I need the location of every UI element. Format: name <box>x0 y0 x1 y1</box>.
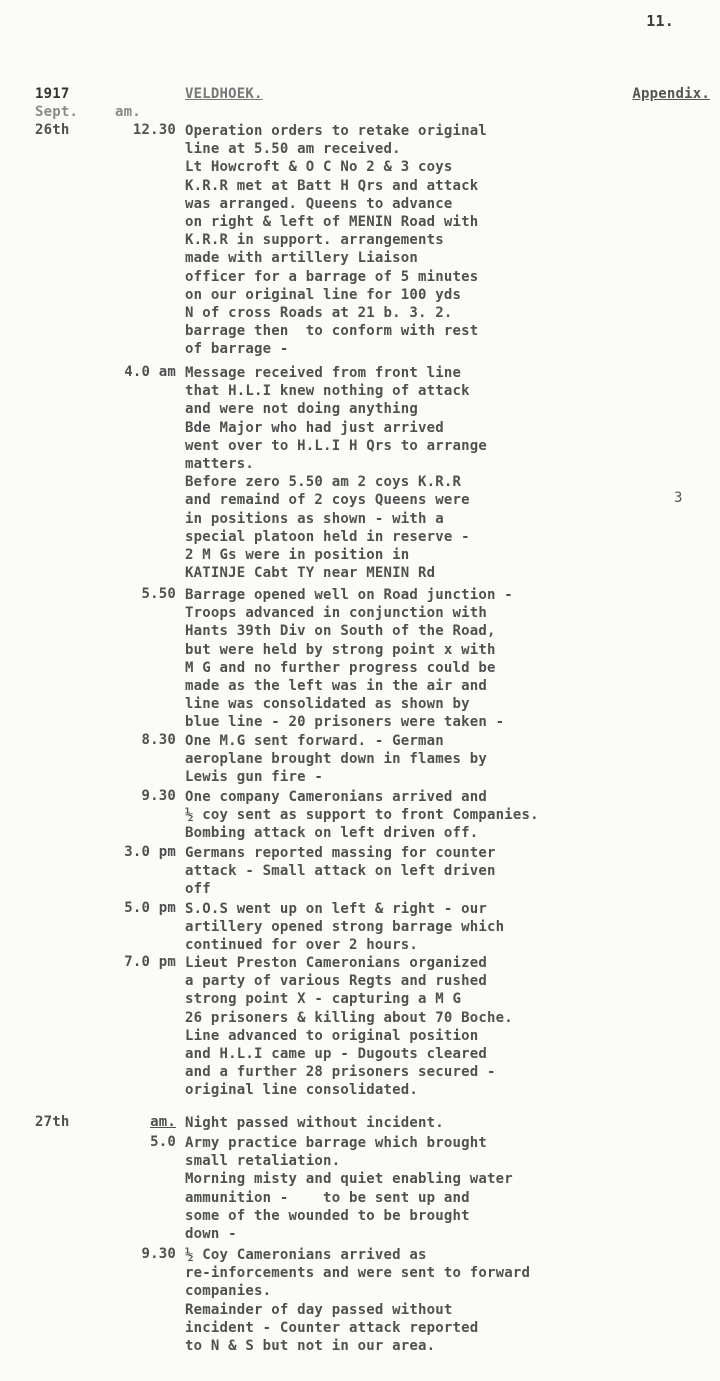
entry-line: ½ coy sent as support to front Companies. <box>185 807 539 824</box>
entry-line: went over to H.L.I H Qrs to arrange <box>185 437 488 454</box>
entry-text <box>185 900 504 955</box>
entry-line: but were held by strong point x with <box>185 641 496 658</box>
entry-text <box>185 732 487 787</box>
entry-line: Army practice barrage which brought <box>185 1135 488 1151</box>
entry-line: N of cross Roads at 21 b. 3. 2. <box>185 304 453 321</box>
entry-line: K.R.R met at Batt H Qrs and attack <box>185 177 479 194</box>
entry-line: line at 5.50 am received. <box>185 141 401 158</box>
entry-line: some of the wounded to be brought <box>185 1207 470 1224</box>
entry-line: on right & left of MENIN Road with <box>185 213 479 230</box>
entry-time: 4.0 am <box>124 364 176 380</box>
entry-line: Germans reported massing for counter <box>185 845 496 861</box>
entry-text <box>185 364 487 582</box>
entry-line: 26 prisoners & killing about 70 Boche. <box>185 1009 513 1026</box>
entry-time: 8.30 <box>141 732 176 748</box>
entry-line: 2 M Gs were in position in <box>185 546 410 563</box>
entry-line: Operation orders to retake original <box>185 123 488 139</box>
entry-time: 5.0 pm <box>124 900 176 916</box>
entry-text <box>185 1114 444 1132</box>
entry-line: KATINJE Cabt TY near MENIN Rd <box>185 565 436 582</box>
entry-time: 9.30 <box>141 1246 176 1262</box>
entry-line: Lt Howcroft & O C No 2 & 3 coys <box>185 159 453 176</box>
entry-line: barrage then to conform with rest <box>185 323 479 340</box>
entry-line: ½ Coy Cameronians arrived as <box>185 1247 427 1263</box>
entry-line: was arranged. Queens to advance <box>185 195 453 212</box>
entry-line: Message received from front line <box>185 365 462 381</box>
entry-line: One company Cameronians arrived and <box>185 789 488 805</box>
entry-line: Hants 39th Div on South of the Road, <box>185 623 496 640</box>
year-label: 1917 <box>35 86 70 102</box>
entry-line: Troops advanced in conjunction with <box>185 605 488 622</box>
entry-line: One M.G sent forward. - German <box>185 733 444 749</box>
entry-line: small retaliation. <box>185 1153 341 1170</box>
entry-text <box>185 788 539 843</box>
entry-line: special platoon held in reserve - <box>185 528 470 545</box>
month-label: Sept. <box>35 104 79 120</box>
entry-line: and a further 28 prisoners secured - <box>185 1064 496 1081</box>
entry-line: a party of various Regts and rushed <box>185 973 488 990</box>
entry-day: 27th <box>35 1114 70 1130</box>
entry-line: continued for over 2 hours. <box>185 937 418 954</box>
appendix-label: Appendix. <box>632 86 710 102</box>
entry-line: Lewis gun fire - <box>185 769 324 786</box>
entry-line: to N & S but not in our area. <box>185 1337 436 1354</box>
entry-line: original line consolidated. <box>185 1082 418 1099</box>
entry-line: in positions as shown - with a <box>185 510 444 527</box>
entry-time: 12.30 <box>132 122 176 138</box>
entry-line: Lieut Preston Cameronians organized <box>185 955 488 971</box>
entry-line: that H.L.I knew nothing of attack <box>185 383 470 400</box>
entry-line: S.O.S went up on left & right - our <box>185 901 488 917</box>
entry-day: 26th <box>35 122 70 138</box>
entry-line: ammunition - to be sent up and <box>185 1189 470 1206</box>
entry-text <box>185 586 513 732</box>
entry-line: line was consolidated as shown by <box>185 696 470 713</box>
entry-line: Before zero 5.50 am 2 coys K.R.R <box>185 474 462 491</box>
entry-line: off <box>185 881 211 898</box>
entry-line: re-inforcements and were sent to forward <box>185 1265 531 1282</box>
entry-line: strong point X - capturing a M G <box>185 991 462 1008</box>
entry-line: and remaind of 2 coys Queens were <box>185 492 470 509</box>
entry-time: 9.30 <box>141 788 176 804</box>
entry-line: down - <box>185 1225 237 1242</box>
entry-line: on our original line for 100 yds <box>185 286 462 303</box>
entry-text <box>185 1134 513 1243</box>
entry-line: Bde Major who had just arrived <box>185 419 444 436</box>
entry-line: of barrage - <box>185 341 289 358</box>
entry-time: 5.0 <box>150 1134 176 1150</box>
entry-line: and were not doing anything <box>185 401 418 418</box>
location-heading: VELDHOEK. <box>185 86 263 102</box>
margin-appendix-ref: 3 <box>674 490 683 506</box>
entry-text <box>185 844 496 899</box>
entry-line: matters. <box>185 455 255 472</box>
entry-line: blue line - 20 prisoners were taken - <box>185 714 505 731</box>
entry-line: K.R.R in support. arrangements <box>185 232 444 249</box>
entry-line: incident - Counter attack reported <box>185 1319 479 1336</box>
page-number: 11. <box>646 12 674 30</box>
entry-line: M G and no further progress could be <box>185 659 496 676</box>
entry-line: made as the left was in the air and <box>185 677 488 694</box>
entry-line: Bombing attack on left driven off. <box>185 825 479 842</box>
entry-time: 5.50 <box>141 586 176 602</box>
entry-line: Morning misty and quiet enabling water <box>185 1171 513 1188</box>
ampm-label: am. <box>115 104 141 120</box>
entry-line: aeroplane brought down in flames by <box>185 751 488 768</box>
entry-line: companies. <box>185 1283 272 1300</box>
entry-time: 3.0 pm <box>124 844 176 860</box>
entry-text <box>185 954 513 1100</box>
entry-line: and H.L.I came up - Dugouts cleared <box>185 1045 488 1062</box>
entry-time: am. <box>150 1114 176 1130</box>
entry-line: officer for a barrage of 5 minutes <box>185 268 479 285</box>
entry-line: made with artillery Liaison <box>185 250 418 267</box>
entry-line: attack - Small attack on left driven <box>185 863 496 880</box>
entry-line: Line advanced to original position <box>185 1027 479 1044</box>
entry-text <box>185 1246 530 1355</box>
entry-line: Remainder of day passed without <box>185 1301 453 1318</box>
entry-line: Barrage opened well on Road junction - <box>185 587 513 603</box>
entry-text <box>185 122 487 358</box>
entry-line: Night passed without incident. <box>185 1115 444 1131</box>
entry-time: 7.0 pm <box>124 954 176 970</box>
entry-line: artillery opened strong barrage which <box>185 919 505 936</box>
